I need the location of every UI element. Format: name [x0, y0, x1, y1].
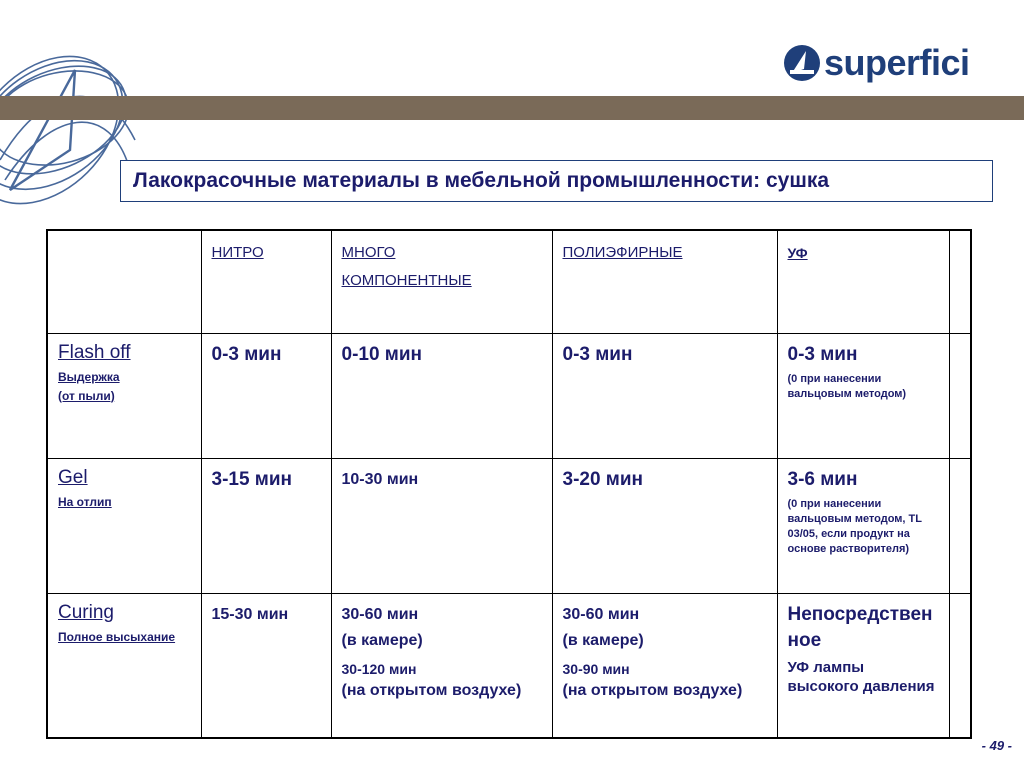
cell-value: 30-60 мин: [562, 605, 640, 623]
page-number: - 49 -: [981, 738, 1012, 753]
logo-text: superfici: [824, 42, 970, 83]
cell-note: УФ лампы высокого давления: [787, 658, 935, 695]
cell-value: 0-10 мин: [341, 343, 423, 365]
header-nitro: [201, 230, 331, 333]
cell-value: Непосредственное: [787, 603, 933, 651]
cell-extra: [949, 593, 971, 738]
cell-value: 15-30 мин: [211, 605, 289, 623]
cell-extra: [949, 458, 971, 593]
header-uv-label: УФ: [787, 245, 808, 261]
cell-note: (0 при нанесении вальцовым методом): [787, 372, 907, 400]
table-row: [47, 458, 971, 593]
logo-mark-icon: [782, 43, 822, 83]
row-sub: На отлип: [58, 494, 112, 509]
cell-value: (на открытом воздухе): [562, 681, 743, 699]
cell-value: (в камере): [341, 631, 423, 649]
cell-value: 0-3 мин: [562, 343, 633, 365]
header-poly-label: ПОЛИЭФИРНЫЕ: [562, 244, 683, 261]
row-label-flash: [47, 333, 201, 458]
cell: [201, 458, 331, 593]
header-multi: [331, 230, 552, 333]
row-label-gel: [47, 458, 201, 593]
cell: [201, 333, 331, 458]
header-nitro-label: НИТРО: [211, 244, 264, 261]
row-label-curing: [47, 593, 201, 738]
cell-value: 30-90 мин: [562, 660, 630, 677]
cell: [331, 593, 552, 738]
cell-value: 30-60 мин: [341, 605, 419, 623]
row-sub: Полное высыхание: [58, 629, 176, 644]
header-uv: [777, 230, 949, 333]
header-band: [0, 96, 1024, 120]
table-row: [47, 333, 971, 458]
cell-value: 0-3 мин: [211, 343, 282, 365]
cell: [201, 593, 331, 738]
table-header-row: [47, 230, 971, 333]
cell-value: 3-6 мин: [787, 468, 858, 490]
cell-value: 3-15 мин: [211, 468, 293, 490]
cell: [552, 593, 777, 738]
header-extra: [949, 230, 971, 333]
header-multi-label-1: МНОГО: [341, 244, 396, 261]
header-multi-label-2: КОМПОНЕНТНЫЕ: [341, 272, 472, 289]
cell: [331, 333, 552, 458]
cell: [552, 458, 777, 593]
cell-value: (в камере): [562, 631, 644, 649]
title-box: [120, 160, 993, 202]
cell: [777, 458, 949, 593]
row-name: Flash off: [58, 341, 131, 363]
header-poly: [552, 230, 777, 333]
cell: [777, 333, 949, 458]
cell: [777, 593, 949, 738]
row-name: Curing: [58, 601, 114, 623]
cell: [552, 333, 777, 458]
cell: [331, 458, 552, 593]
drying-table: [46, 229, 972, 739]
cell-note: (0 при нанесении вальцовым методом, TL 03/05, если продукт на основе растворителя): [787, 497, 922, 555]
superfici-logo: [782, 38, 970, 88]
cell-value: 0-3 мин: [787, 343, 858, 365]
table-row: [47, 593, 971, 738]
row-name: Gel: [58, 466, 88, 488]
cell-extra: [949, 333, 971, 458]
header-empty: [47, 230, 201, 333]
cell-value: (на открытом воздухе): [341, 681, 522, 699]
row-sub: (от пыли): [58, 388, 115, 403]
cell-value: 30-120 мин: [341, 660, 417, 677]
cell-value: 3-20 мин: [562, 468, 644, 490]
row-sub: Выдержка: [58, 369, 120, 384]
cell-value: 10-30 мин: [341, 470, 419, 488]
page-title: Лакокрасочные материалы в мебельной промышленности: сушка: [133, 169, 830, 192]
